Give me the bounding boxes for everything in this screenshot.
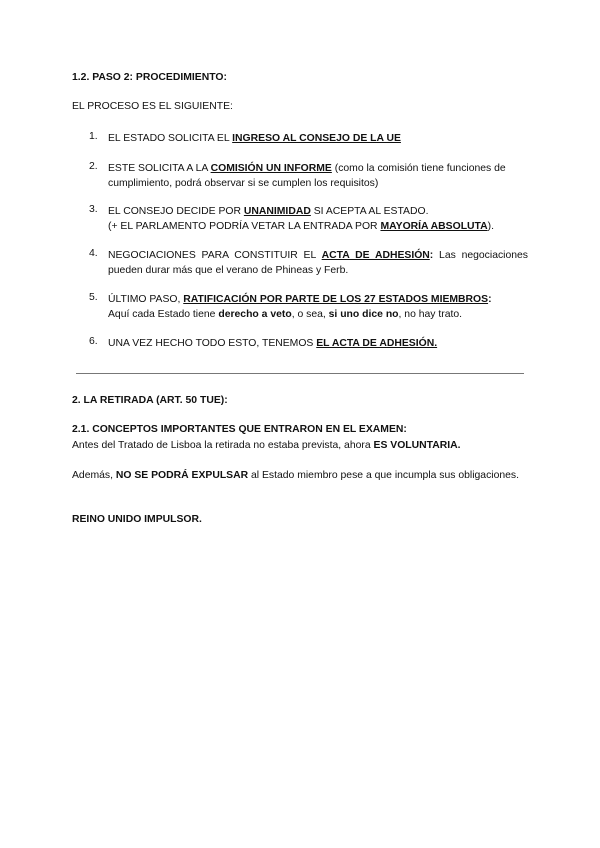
paragraph-expulsion (72, 468, 527, 483)
item-text: (+ EL PARLAMENTO PODRÍA VETAR LA ENTRADA POR (108, 221, 381, 232)
list-number: 2. (89, 161, 98, 172)
item-text: , no hay trato. (398, 309, 463, 320)
item-text: Las negociaciones pueden durar más que el verano de Phineas y Ferb. (108, 250, 529, 276)
item-text: NEGOCIACIONES PARA CONSTITUIR EL (108, 250, 322, 261)
section-2-heading: 2. LA RETIRADA (ART. 50 TUE): (72, 395, 228, 406)
item-emphasis: INGRESO AL CONSEJO DE LA UE (232, 133, 401, 144)
list-number: 6. (89, 336, 98, 347)
item-text: , o sea, (291, 309, 329, 320)
section-2-1-heading: 2.1. CONCEPTOS IMPORTANTES QUE ENTRARON EN EL EXAMEN: (72, 424, 407, 435)
item-emphasis: RATIFICACIÓN POR PARTE DE LOS 27 ESTADOS MIEMBROS (183, 294, 489, 305)
paragraph-bold: NO SE PODRÁ EXPULSAR (115, 470, 249, 481)
item-text: Aquí cada Estado tiene (108, 309, 219, 320)
section-1-2-heading: 1.2. PASO 2: PROCEDIMIENTO: (72, 72, 227, 83)
horizontal-divider (76, 373, 524, 374)
list-number: 4. (89, 248, 98, 259)
paragraph-bold: ES VOLUNTARIA. (373, 440, 461, 451)
item-text: EL CONSEJO DECIDE POR (108, 206, 244, 217)
item-colon: : (429, 250, 434, 261)
item-text: (como la comisión tiene funciones de cumplimiento, podrá observar si se cumplen los requisitos) (108, 163, 506, 189)
item-bold: derecho a veto (218, 309, 292, 320)
item-text: UNA VEZ HECHO TODO ESTO, TENEMOS (108, 338, 317, 349)
item-text: ESTE SOLICITA A LA (108, 163, 211, 174)
item-text: EL ESTADO SOLICITA EL (108, 133, 233, 144)
list-number: 3. (89, 204, 98, 215)
item-text: ÚLTIMO PASO, (108, 294, 184, 305)
item-bold: si uno dice no (328, 309, 399, 320)
paragraph-text: Antes del Tratado de Lisboa la retirada no estaba prevista, ahora (72, 440, 374, 451)
item-emphasis: EL ACTA DE ADHESIÓN. (316, 338, 438, 349)
item-colon: : (488, 294, 492, 305)
list-number: 5. (89, 292, 98, 303)
item-emphasis: MAYORÍA ABSOLUTA (380, 221, 488, 232)
item-text: ). (487, 221, 494, 232)
process-intro: EL PROCESO ES EL SIGUIENTE: (72, 101, 233, 112)
list-number: 1. (89, 131, 98, 142)
paragraph-voluntary (72, 438, 527, 453)
item-emphasis: ACTA DE ADHESIÓN (321, 250, 430, 261)
paragraph-text: Además, (72, 470, 116, 481)
item-emphasis: COMISIÓN UN INFORME (210, 163, 332, 174)
paragraph-text: al Estado miembro pese a que incumpla sus obligaciones. (248, 470, 520, 481)
reino-unido-note: REINO UNIDO IMPULSOR. (72, 514, 202, 525)
item-text: SI ACEPTA AL ESTADO. (310, 206, 429, 217)
item-emphasis: UNANIMIDAD (243, 206, 311, 217)
